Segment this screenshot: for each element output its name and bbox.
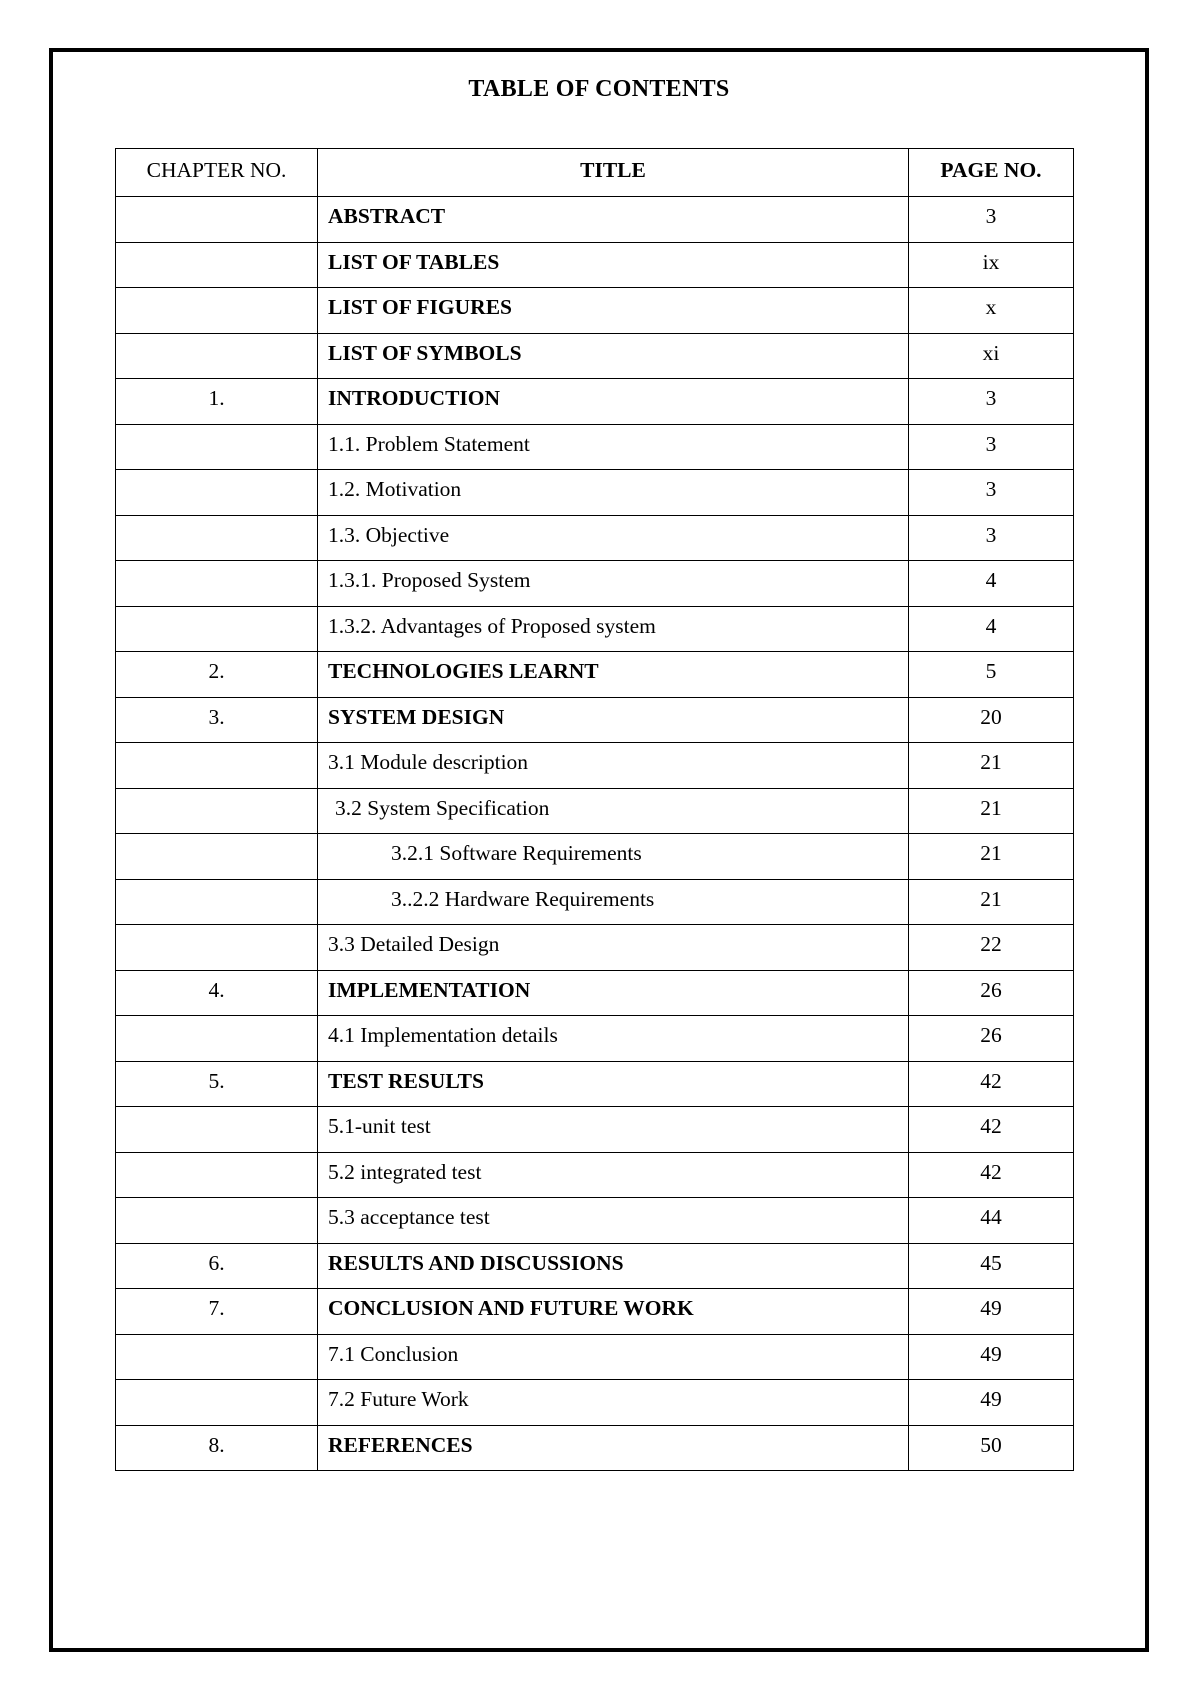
- toc-page-cell: 49: [909, 1334, 1074, 1380]
- toc-chapter-cell: 5.: [116, 1061, 318, 1107]
- toc-chapter-cell: [116, 879, 318, 925]
- toc-page-cell: 5: [909, 652, 1074, 698]
- column-header-title: TITLE: [318, 149, 909, 197]
- toc-title-cell: 1.2. Motivation: [318, 470, 909, 516]
- toc-title-cell: RESULTS AND DISCUSSIONS: [318, 1243, 909, 1289]
- column-header-chapter: CHAPTER NO.: [116, 149, 318, 197]
- toc-title-cell: TEST RESULTS: [318, 1061, 909, 1107]
- toc-row: [116, 925, 1074, 971]
- toc-row: [116, 1425, 1074, 1471]
- toc-table: [115, 148, 1074, 1471]
- toc-chapter-cell: [116, 743, 318, 789]
- toc-title-cell: 5.2 integrated test: [318, 1152, 909, 1198]
- toc-body: [116, 197, 1074, 1471]
- toc-chapter-cell: [116, 470, 318, 516]
- toc-title-cell: REFERENCES: [318, 1425, 909, 1471]
- toc-row: [116, 1061, 1074, 1107]
- toc-header-row: [116, 149, 1074, 197]
- toc-chapter-cell: [116, 561, 318, 607]
- toc-title-cell: CONCLUSION AND FUTURE WORK: [318, 1289, 909, 1335]
- toc-row: [116, 1380, 1074, 1426]
- toc-row: [116, 788, 1074, 834]
- toc-chapter-cell: 3.: [116, 697, 318, 743]
- toc-row: [116, 288, 1074, 334]
- toc-title-cell: 5.3 acceptance test: [318, 1198, 909, 1244]
- toc-page-cell: 3: [909, 379, 1074, 425]
- toc-title-cell: 3.3 Detailed Design: [318, 925, 909, 971]
- toc-page-cell: 3: [909, 424, 1074, 470]
- toc-chapter-cell: 2.: [116, 652, 318, 698]
- toc-row: [116, 970, 1074, 1016]
- toc-page-cell: 3: [909, 515, 1074, 561]
- toc-row: [116, 743, 1074, 789]
- toc-row: [116, 1334, 1074, 1380]
- toc-row: [116, 424, 1074, 470]
- toc-page-cell: 49: [909, 1289, 1074, 1335]
- toc-page-cell: 4: [909, 561, 1074, 607]
- toc-title-cell: 7.1 Conclusion: [318, 1334, 909, 1380]
- toc-title-cell: LIST OF SYMBOLS: [318, 333, 909, 379]
- toc-row: [116, 697, 1074, 743]
- toc-row: [116, 834, 1074, 880]
- toc-chapter-cell: 6.: [116, 1243, 318, 1289]
- toc-chapter-cell: [116, 1152, 318, 1198]
- toc-title-cell: INTRODUCTION: [318, 379, 909, 425]
- toc-row: [116, 242, 1074, 288]
- toc-row: [116, 652, 1074, 698]
- toc-title-cell: 5.1-unit test: [318, 1107, 909, 1153]
- toc-title-cell: LIST OF FIGURES: [318, 288, 909, 334]
- toc-page-cell: xi: [909, 333, 1074, 379]
- toc-row: [116, 1107, 1074, 1153]
- toc-chapter-cell: [116, 1107, 318, 1153]
- toc-row: [116, 879, 1074, 925]
- toc-chapter-cell: [116, 333, 318, 379]
- toc-title-cell: 1.3.1. Proposed System: [318, 561, 909, 607]
- toc-page-cell: 42: [909, 1152, 1074, 1198]
- toc-page-cell: 42: [909, 1061, 1074, 1107]
- toc-chapter-cell: 4.: [116, 970, 318, 1016]
- toc-title-cell: ABSTRACT: [318, 197, 909, 243]
- toc-page-cell: x: [909, 288, 1074, 334]
- toc-row: [116, 379, 1074, 425]
- toc-chapter-cell: [116, 925, 318, 971]
- toc-chapter-cell: 7.: [116, 1289, 318, 1335]
- toc-page-cell: 26: [909, 1016, 1074, 1062]
- toc-row: [116, 1152, 1074, 1198]
- toc-chapter-cell: [116, 1334, 318, 1380]
- toc-title-cell: 1.1. Problem Statement: [318, 424, 909, 470]
- page-title: TABLE OF CONTENTS: [468, 76, 730, 102]
- toc-page-cell: 21: [909, 879, 1074, 925]
- toc-page-cell: 26: [909, 970, 1074, 1016]
- toc-page-cell: 21: [909, 788, 1074, 834]
- toc-chapter-cell: [116, 424, 318, 470]
- toc-page-cell: 50: [909, 1425, 1074, 1471]
- toc-chapter-cell: [116, 197, 318, 243]
- toc-chapter-cell: [116, 242, 318, 288]
- toc-page-cell: 4: [909, 606, 1074, 652]
- toc-page-cell: 21: [909, 743, 1074, 789]
- toc-row: [116, 1016, 1074, 1062]
- toc-row: [116, 515, 1074, 561]
- toc-row: [116, 606, 1074, 652]
- toc-title-cell: SYSTEM DESIGN: [318, 697, 909, 743]
- toc-chapter-cell: 8.: [116, 1425, 318, 1471]
- toc-page-cell: 45: [909, 1243, 1074, 1289]
- toc-title-cell: 3.1 Module description: [318, 743, 909, 789]
- toc-page-cell: 42: [909, 1107, 1074, 1153]
- toc-row: [116, 1289, 1074, 1335]
- toc-row: [116, 333, 1074, 379]
- toc-title-cell: 3.2.1 Software Requirements: [318, 834, 909, 880]
- toc-page-cell: 3: [909, 197, 1074, 243]
- toc-title-cell: 1.3. Objective: [318, 515, 909, 561]
- toc-page-cell: ix: [909, 242, 1074, 288]
- toc-title-cell: TECHNOLOGIES LEARNT: [318, 652, 909, 698]
- toc-title-cell: 3.2 System Specification: [318, 788, 909, 834]
- toc-chapter-cell: [116, 1198, 318, 1244]
- toc-page-cell: 44: [909, 1198, 1074, 1244]
- toc-chapter-cell: [116, 1016, 318, 1062]
- toc-page-cell: 3: [909, 470, 1074, 516]
- toc-title-cell: 1.3.2. Advantages of Proposed system: [318, 606, 909, 652]
- toc-title-cell: 3..2.2 Hardware Requirements: [318, 879, 909, 925]
- toc-title-cell: 7.2 Future Work: [318, 1380, 909, 1426]
- toc-chapter-cell: [116, 788, 318, 834]
- toc-title-cell: LIST OF TABLES: [318, 242, 909, 288]
- toc-page-cell: 22: [909, 925, 1074, 971]
- column-header-page: PAGE NO.: [909, 149, 1074, 197]
- toc-row: [116, 1198, 1074, 1244]
- toc-row: [116, 1243, 1074, 1289]
- toc-row: [116, 197, 1074, 243]
- toc-title-cell: 4.1 Implementation details: [318, 1016, 909, 1062]
- toc-row: [116, 470, 1074, 516]
- toc-chapter-cell: [116, 606, 318, 652]
- toc-chapter-cell: [116, 515, 318, 561]
- toc-page-cell: 21: [909, 834, 1074, 880]
- toc-chapter-cell: [116, 1380, 318, 1426]
- toc-chapter-cell: [116, 288, 318, 334]
- toc-row: [116, 561, 1074, 607]
- toc-page-cell: 49: [909, 1380, 1074, 1426]
- toc-page-cell: 20: [909, 697, 1074, 743]
- toc-chapter-cell: [116, 834, 318, 880]
- toc-chapter-cell: 1.: [116, 379, 318, 425]
- toc-title-cell: IMPLEMENTATION: [318, 970, 909, 1016]
